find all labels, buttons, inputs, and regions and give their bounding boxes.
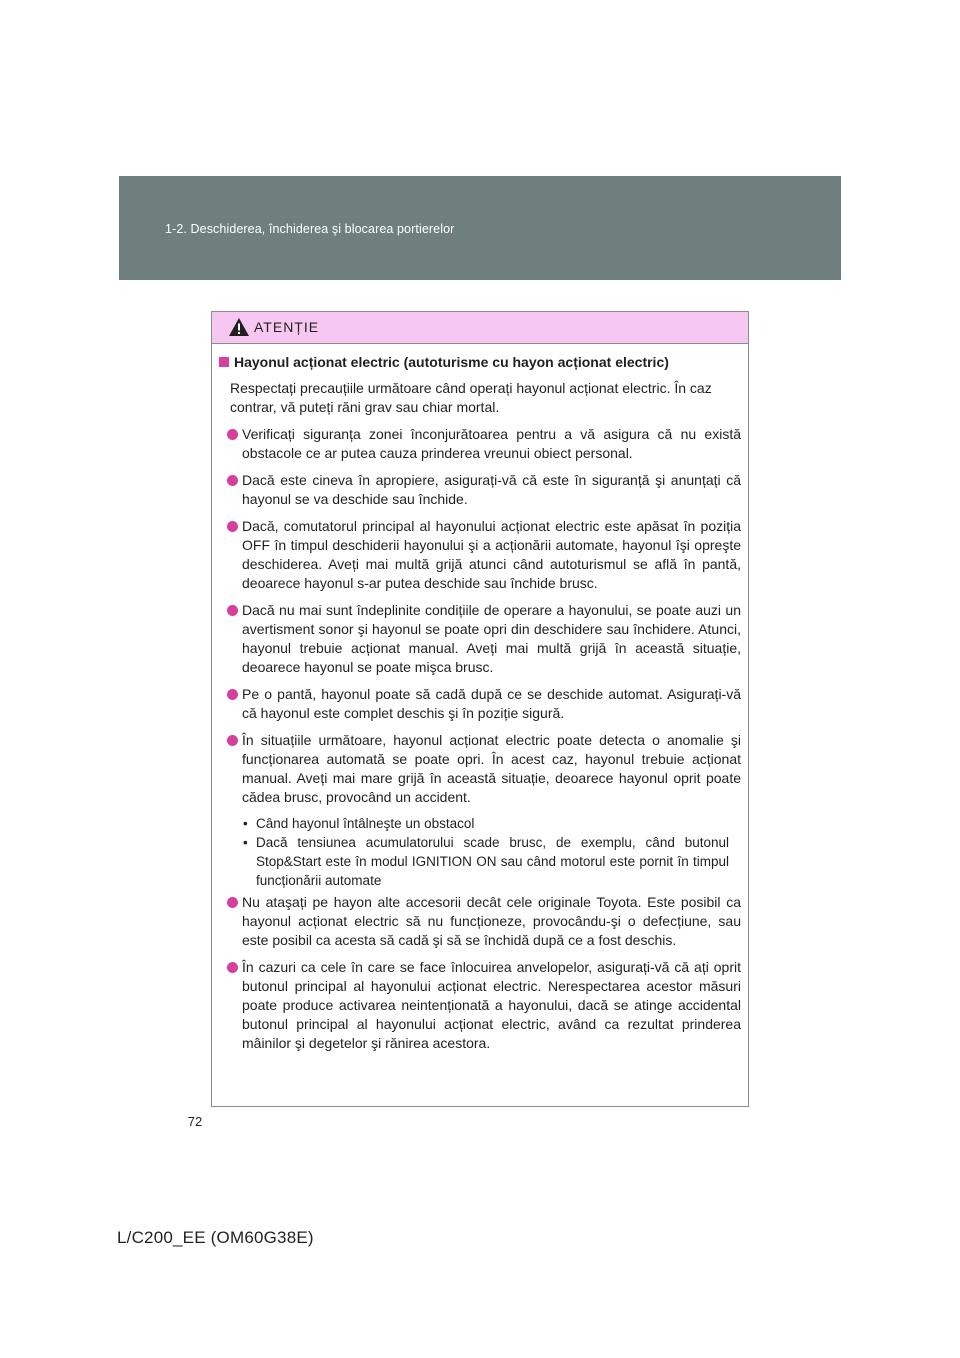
- warning-triangle-icon: [228, 317, 250, 337]
- list-item: [219, 517, 741, 593]
- list-item: [219, 425, 741, 463]
- list-item-text: În situațiile următoare, hayonul acționat electric poate detecta o anomalie şi funcționarea automată se poate opri. În acest caz, hayonul trebuie acționat manual. Aveți mai mare grijă în această situație, deoarece hayonul oprit poate cădea brusc, provocând un accident.: [242, 732, 741, 805]
- page-number: 72: [187, 1114, 203, 1129]
- list-item: [219, 731, 741, 807]
- round-bullet-icon: [227, 689, 238, 700]
- list-item: [219, 471, 741, 509]
- list-item: [219, 893, 741, 950]
- round-bullet-icon: [227, 962, 238, 973]
- list-item-text: Pe o pantă, hayonul poate să cadă după ce se deschide automat. Asigurați-vă că hayonul este complet deschis şi în poziție sigură.: [242, 686, 741, 721]
- sub-list: [219, 814, 741, 890]
- caution-body: [212, 344, 748, 1053]
- sub-list-item: [219, 833, 741, 890]
- list-item: [219, 685, 741, 723]
- sub-list-item-text: Când hayonul întâlneşte un obstacol: [256, 816, 475, 831]
- caution-intro: Respectați precauțiile următoare când operați hayonul acționat electric. În caz contrar, vă puteți răni grav sau chiar mortal.: [230, 380, 712, 415]
- section-header-band: [119, 176, 841, 280]
- round-bullet-icon: [227, 735, 238, 746]
- list-item: [219, 958, 741, 1053]
- sub-list-item-text: Dacă tensiunea acumulatorului scade brusc, de exemplu, când butonul Stop&Start este în modul IGNITION ON sau când motorul este pornit în timpul funcționării automate: [256, 835, 729, 888]
- list-item: [219, 601, 741, 677]
- list-item-text: Nu ataşați pe hayon alte accesorii decât cele originale Toyota. Este posibil ca hayonul acționat electric să nu funcționeze, provocându-şi o defecțiune, sau este posibil ca acesta să cadă şi să se închidă după ce a fost deschis.: [242, 894, 741, 948]
- list-item-text: Dacă, comutatorul principal al hayonului acționat electric este apăsat în poziția OFF în timpul deschiderii hayonului şi a acționării automate, hayonul îşi opreşte deschiderea. Aveți mai multă grijă atunci când autoturismul se află în pantă, deoarece hayonul s-ar putea deschide sau închide brusc.: [242, 518, 741, 591]
- round-bullet-icon: [227, 897, 238, 908]
- document-code: L/C200_EE (OM60G38E): [117, 1228, 314, 1247]
- list-item-text: În cazuri ca cele în care se face înlocuirea anvelopelor, asigurați-vă că ați oprit butonul principal al hayonului acționat electric. Nerespectarea acestor măsuri poate produce activarea neintenționată a hayonului, dacă se atinge accidental butonul principal al hayonului acționat electric, având ca rezultat prinderea mâinilor şi degetelor şi rănirea acestora.: [242, 959, 741, 1051]
- round-bullet-icon: [227, 521, 238, 532]
- caution-label: ATENȚIE: [254, 319, 320, 335]
- round-bullet-icon: [227, 475, 238, 486]
- round-bullet-icon: [227, 429, 238, 440]
- caution-topic: [219, 353, 741, 372]
- sub-bullet: •: [243, 835, 248, 850]
- caution-topic-text: Hayonul acționat electric (autoturisme cu hayon acționat electric): [234, 354, 669, 370]
- list-item-text: Dacă este cineva în apropiere, asigurați-vă că este în siguranță şi anunțați că hayonul se va deschide sau închide.: [242, 472, 741, 507]
- sub-bullet: •: [243, 816, 248, 831]
- list-item-text: Dacă nu mai sunt îndeplinite condițiile de operare a hayonului, se poate auzi un avertisment sonor şi hayonul se poate opri din deschidere sau închidere. Atunci, hayonul trebuie acționat manual. Aveți mai multă grijă în această situație, deoarece hayonul se poate mişca brusc.: [242, 602, 741, 675]
- sub-list-item: [219, 814, 741, 833]
- square-bullet-icon: [219, 357, 229, 367]
- list-item-text: Verificați siguranța zonei înconjurătoarea pentru a vă asigura că nu există obstacole ce ar putea cauza prinderea vreunui obiect personal.: [242, 426, 741, 461]
- round-bullet-icon: [227, 605, 238, 616]
- caution-header: [212, 312, 748, 344]
- caution-box: [211, 311, 749, 1107]
- section-title: 1-2. Deschiderea, închiderea şi blocarea portierelor: [165, 222, 455, 236]
